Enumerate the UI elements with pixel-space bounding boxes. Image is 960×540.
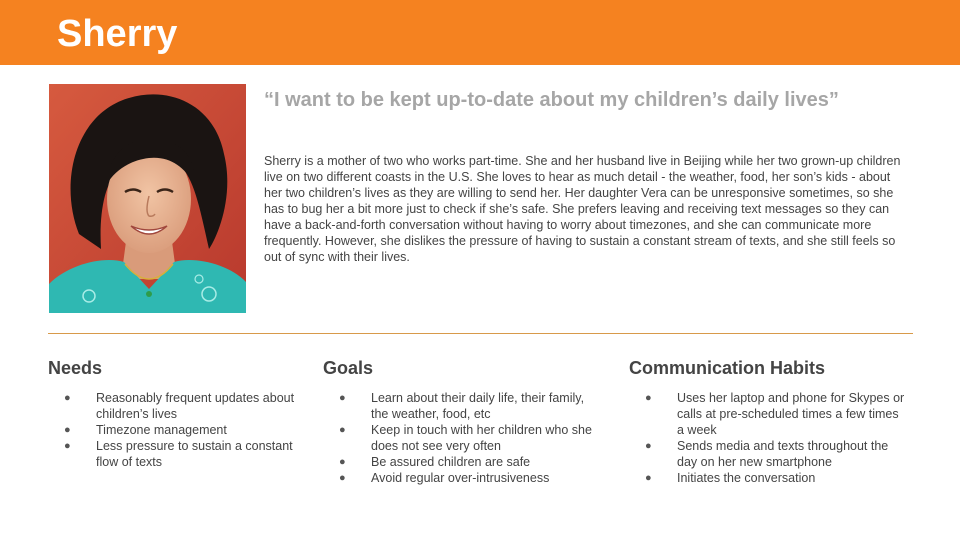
persona-bio: Sherry is a mother of two who works part-time. She and her husband live in Beijing while her two grown-up children live on two different coasts in the U.S. She loves to hear as much detail - the weather, food, her son’s kids - about her two children’s lives as they are willing to send her. Her daughter Vera can be unresponsive sometimes, so she has to bug her a bit more just to check if she’s safe. She prefers leaving and receiving text messages so they can have a back-and-forth conversation without having to worry about timezones, and she can communicate more frequently. However, she dislikes the pressure of having to sustain a constant stream of texts, and she still feels so out of sync with their lives. [264, 154, 901, 264]
list-item: ● Less pressure to sustain a constant flow of texts [64, 439, 293, 469]
title-bar [0, 0, 960, 65]
bullet-icon: ● [339, 472, 346, 484]
goals-list [323, 390, 603, 486]
list-item: ● Learn about their daily life, their family, the weather, food, etc [339, 391, 585, 421]
habits-section [629, 356, 909, 486]
goals-section [323, 356, 603, 486]
list-item: ● Avoid regular over-intrusiveness [339, 471, 550, 485]
needs-section [48, 356, 298, 470]
bullet-icon: ● [645, 392, 652, 404]
bullet-icon: ● [645, 440, 652, 452]
goals-heading: Goals [323, 358, 374, 378]
list-item: ● Uses her laptop and phone for Skypes or calls at pre-scheduled times a few times a week [645, 391, 905, 437]
bullet-icon: ● [339, 392, 346, 404]
list-item: ● Be assured children are safe [339, 455, 531, 469]
bullet-icon: ● [339, 424, 346, 436]
persona-photo [49, 84, 246, 313]
portrait-photo [49, 84, 246, 313]
habits-heading: Communication Habits [629, 358, 826, 378]
needs-list [48, 390, 298, 470]
bullet-icon: ● [64, 424, 71, 436]
bullet-icon: ● [64, 392, 71, 404]
list-item: ● Initiates the conversation [645, 471, 816, 485]
bullet-icon: ● [64, 440, 71, 452]
list-item: ● Timezone management [64, 423, 227, 437]
bullet-icon: ● [645, 472, 652, 484]
habits-list [629, 390, 909, 486]
needs-heading: Needs [48, 358, 103, 378]
section-divider [48, 333, 913, 334]
bullet-icon: ● [339, 456, 346, 468]
persona-quote: “I want to be kept up-to-date about my children’s daily lives” [264, 89, 839, 111]
list-item: ● Keep in touch with her children who she does not see very often [339, 423, 592, 453]
list-item: ● Reasonably frequent updates about children’s lives [64, 391, 295, 421]
list-item: ● Sends media and texts throughout the day on her new smartphone [645, 439, 889, 469]
persona-name: Sherry [57, 13, 178, 55]
